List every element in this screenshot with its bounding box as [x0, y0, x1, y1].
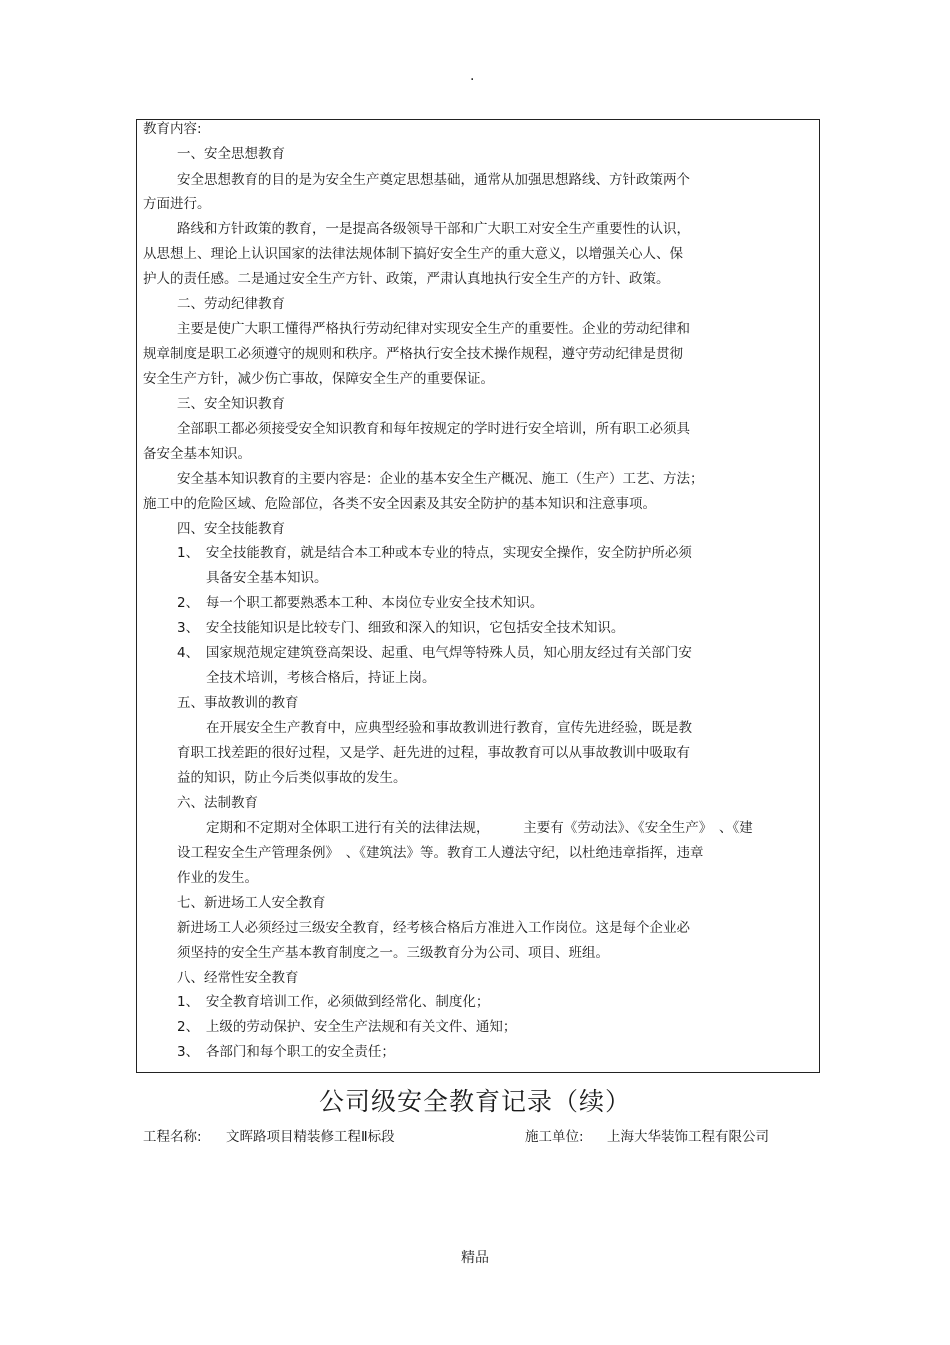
content-line: 育职工找差距的很好过程，又是学、赶先进的过程，事故教育可以从事故教训中吸取有	[177, 745, 690, 761]
footer-text: 精品	[461, 1250, 489, 1266]
document-title: 公司级安全教育记录（续）	[318, 1087, 631, 1116]
content-line: 须坚持的安全生产基本教育制度之一。三级教育分为公司、项目、班组。	[177, 945, 609, 961]
content-line: 1、 安全技能教育，就是结合本工种或本专业的特点，实现安全操作，安全防护所必须	[177, 545, 692, 561]
content-line: 益的知识，防止今后类似事故的发生。	[177, 770, 407, 786]
construction-unit-name: 上海大华装饰工程有限公司	[607, 1129, 769, 1145]
content-line: 七、新进场工人安全教育	[177, 895, 326, 911]
content-line: 八、经常性安全教育	[177, 970, 299, 986]
content-line: 施工中的危险区域、危险部位，各类不安全因素及其安全防护的基本知识和注意事项。	[143, 496, 656, 512]
content-line: 新进场工人必须经过三级安全教育，经考核合格后方准进入工作岗位。这是每个企业必	[177, 920, 690, 936]
content-line: 3、 安全技能知识是比较专门、细致和深入的知识，它包括安全技术知识。	[177, 620, 625, 636]
project-name: 文晖路项目精装修工程Ⅱ标段	[226, 1129, 395, 1145]
content-line: 二、劳动纪律教育	[177, 296, 285, 312]
content-line: 护人的责任感。二是通过安全生产方针、政策，严肃认真地执行安全生产的方针、政策。	[143, 271, 670, 287]
content-line: 2、 上级的劳动保护、安全生产法规和有关文件、通知；	[177, 1019, 517, 1035]
content-line: 主要是使广大职工懂得严格执行劳动纪律对实现安全生产的重要性。企业的劳动纪律和	[177, 321, 690, 337]
project-label: 工程名称:	[143, 1129, 202, 1145]
construction-unit-label: 施工单位:	[525, 1129, 584, 1145]
content-line: 路线和方针政策的教育，一是提高各级领导干部和广大职工对安全生产重要性的认识，	[177, 221, 690, 237]
content-line: 从思想上、理论上认识国家的法律法规体制下搞好安全生产的重大意义，以增强关心人、保	[143, 246, 683, 262]
content-line: 定期和不定期对全体职工进行有关的法律法规， 主要有《劳动法》、《安全生产》 、《建	[206, 820, 753, 836]
content-line: 备安全基本知识。	[143, 446, 251, 462]
content-line: 安全思想教育的目的是为安全生产奠定思想基础，通常从加强思想路线、方针政策两个	[177, 172, 690, 188]
content-line: 安全生产方针，减少伤亡事故，保障安全生产的重要保证。	[143, 371, 494, 387]
content-line: 方面进行。	[143, 196, 211, 212]
content-line: 3、 各部门和每个职工的安全责任；	[177, 1044, 395, 1060]
content-line: 三、安全知识教育	[177, 396, 285, 412]
content-line: 1、 安全教育培训工作，必须做到经常化、制度化；	[177, 994, 490, 1010]
content-line: 全部职工都必须接受安全知识教育和每年按规定的学时进行安全培训，所有职工必须具	[177, 421, 690, 437]
content-line: 五、事故教训的教育	[177, 695, 299, 711]
content-line: 4、 国家规范规定建筑登高架设、起重、电气焊等特殊人员，知心朋友经过有关部门安	[177, 645, 692, 661]
content-line: 四、安全技能教育	[177, 521, 285, 537]
content-line: 作业的发生。	[177, 870, 258, 886]
page-dot-mark: ·	[470, 72, 475, 88]
content-line: 具备安全基本知识。	[206, 570, 328, 586]
content-line: 设工程安全生产管理条例》 、《建筑法》等。教育工人遵法守纪，以杜绝违章指挥，违章	[177, 845, 704, 861]
content-line: 全技术培训，考核合格后，持证上岗。	[206, 670, 436, 686]
content-line: 教育内容:	[143, 121, 202, 137]
content-line: 在开展安全生产教育中，应典型经验和事故教训进行教育，宣传先进经验，既是教	[206, 720, 692, 736]
content-line: 六、法制教育	[177, 795, 258, 811]
content-line: 安全基本知识教育的主要内容是：企业的基本安全生产概况、施工（生产）工艺、方法；	[177, 471, 704, 487]
content-line: 2、 每一个职工都要熟悉本工种、本岗位专业安全技术知识。	[177, 595, 544, 611]
content-line: 规章制度是职工必须遵守的规则和秩序。严格执行安全技术操作规程，遵守劳动纪律是贯彻	[143, 346, 683, 362]
content-line: 一、安全思想教育	[177, 146, 285, 162]
